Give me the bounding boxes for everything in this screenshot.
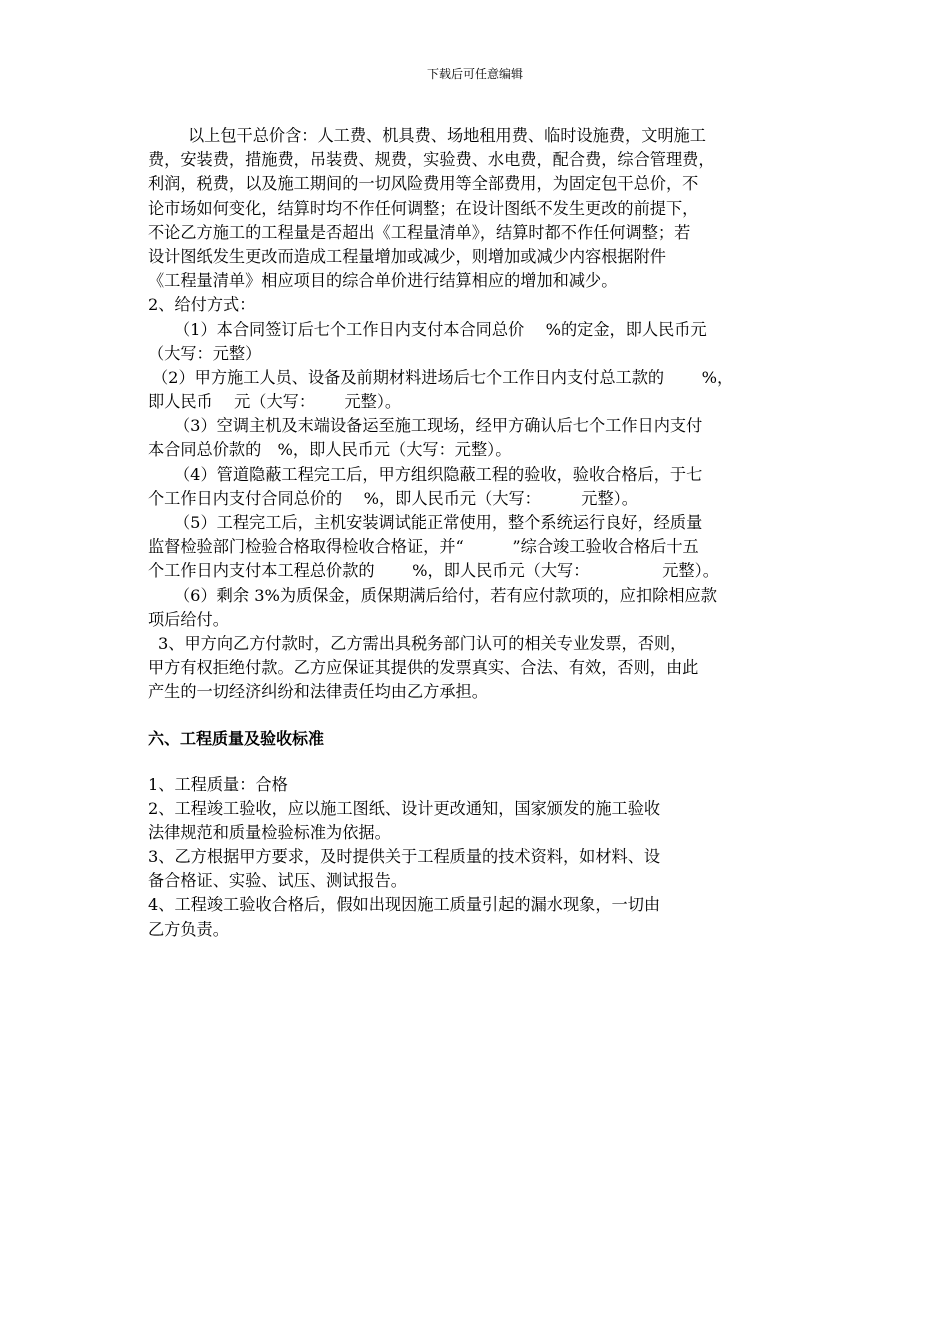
payment-item-5-cont: 监督检验部门检验合格取得检收合格证，并“ ”综合竣工验收合格后十五	[148, 537, 699, 557]
payment-item-5-cont: 个工作日内支付本工程总价款的 %，即人民币元（大写： 元整）。	[148, 561, 719, 581]
quality-item-2: 2、工程竣工验收，应以施工图纸、设计更改通知，国家颁发的施工验收	[148, 798, 661, 818]
payment-item-4-cont: 个工作日内支付合同总价的 %，即人民币元（大写： 元整）。	[148, 488, 638, 508]
paragraph-line: 利润，税费，以及施工期间的一切风险费用等全部费用，为固定包干总价，不	[148, 174, 699, 194]
payment-method-title: 2、给付方式：	[148, 295, 256, 315]
quality-item-1: 1、工程质量：合格	[148, 774, 288, 794]
quality-section	[148, 773, 818, 942]
payment-item-6: （6）剩余 3%为质保金，质保期满后给付，若有应付款项的，应扣除相应款	[174, 585, 717, 605]
payment-item-4: （4）管道隐蔽工程完工后，甲方组织隐蔽工程的验收，验收合格后，于七	[174, 464, 703, 484]
page-header: 下载后可任意编辑	[426, 67, 523, 81]
paragraph-line: 不论乙方施工的工程量是否超出《工程量清单》，结算时都不作任何调整；若	[148, 222, 691, 242]
payment-item-1-cont: （大写：元整）	[148, 343, 262, 363]
payment-item-2: （2）甲方施工人员、设备及前期材料进场后七个工作日内支付总工款的 %，	[152, 367, 734, 387]
paragraph-line: 设计图纸发生更改而造成工程量增加或减少，则增加或减少内容根据附件	[148, 246, 666, 266]
invoice-clause-cont: 产生的一切经济纠纷和法律责任均由乙方承担。	[148, 682, 488, 702]
paragraph-line: 费，安装费，措施费，吊装费、规费，实验费、水电费，配合费，综合管理费，	[148, 150, 715, 170]
quality-item-2-cont: 法律规范和质量检验标准为依据。	[148, 822, 391, 842]
payment-item-3-cont: 本合同总价款的 %，即人民币元（大写：元整）。	[148, 440, 512, 460]
paragraph-line: 以上包干总价含：人工费、机具费、场地租用费、临时设施费，文明施工	[188, 126, 706, 145]
payment-item-5: （5）工程完工后，主机安装调试能正常使用，整个系统运行良好，经质量	[174, 513, 703, 532]
price-clause	[148, 124, 818, 293]
quality-item-3: 3、乙方根据甲方要求，及时提供关于工程质量的技术资料，如材料、设	[148, 847, 661, 867]
quality-item-3-cont: 备合格证、实验、试压、测试报告。	[148, 871, 407, 891]
payment-method-clause	[148, 293, 818, 704]
payment-item-3: （3）空调主机及末端设备运至施工现场，经甲方确认后七个工作日内支付	[174, 416, 703, 436]
quality-item-4-cont: 乙方负责。	[148, 919, 229, 939]
payment-item-1: （1）本合同签订后七个工作日内支付本合同总价 %的定金，即人民币元	[174, 319, 707, 339]
invoice-clause: 3、甲方向乙方付款时，乙方需出具税务部门认可的相关专业发票，否则，	[158, 633, 687, 653]
quality-item-4: 4、工程竣工验收合格后，假如出现因施工质量引起的漏水现象，一切由	[148, 895, 661, 915]
paragraph-line: 论市场如何变化，结算时均不作任何调整；在设计图纸不发生更改的前提下，	[148, 198, 699, 218]
payment-item-2-cont: 即人民币 元（大写： 元整）。	[148, 392, 402, 412]
paragraph-line: 《工程量清单》相应项目的综合单价进行结算相应的增加和减少。	[148, 271, 618, 291]
payment-item-6-cont: 项后给付。	[148, 609, 229, 629]
invoice-clause-cont: 甲方有权拒绝付款。乙方应保证其提供的发票真实、合法、有效，否则，由此	[148, 658, 699, 678]
document-body	[148, 124, 818, 942]
section-heading: 六、工程质量及验收标准	[148, 728, 325, 748]
